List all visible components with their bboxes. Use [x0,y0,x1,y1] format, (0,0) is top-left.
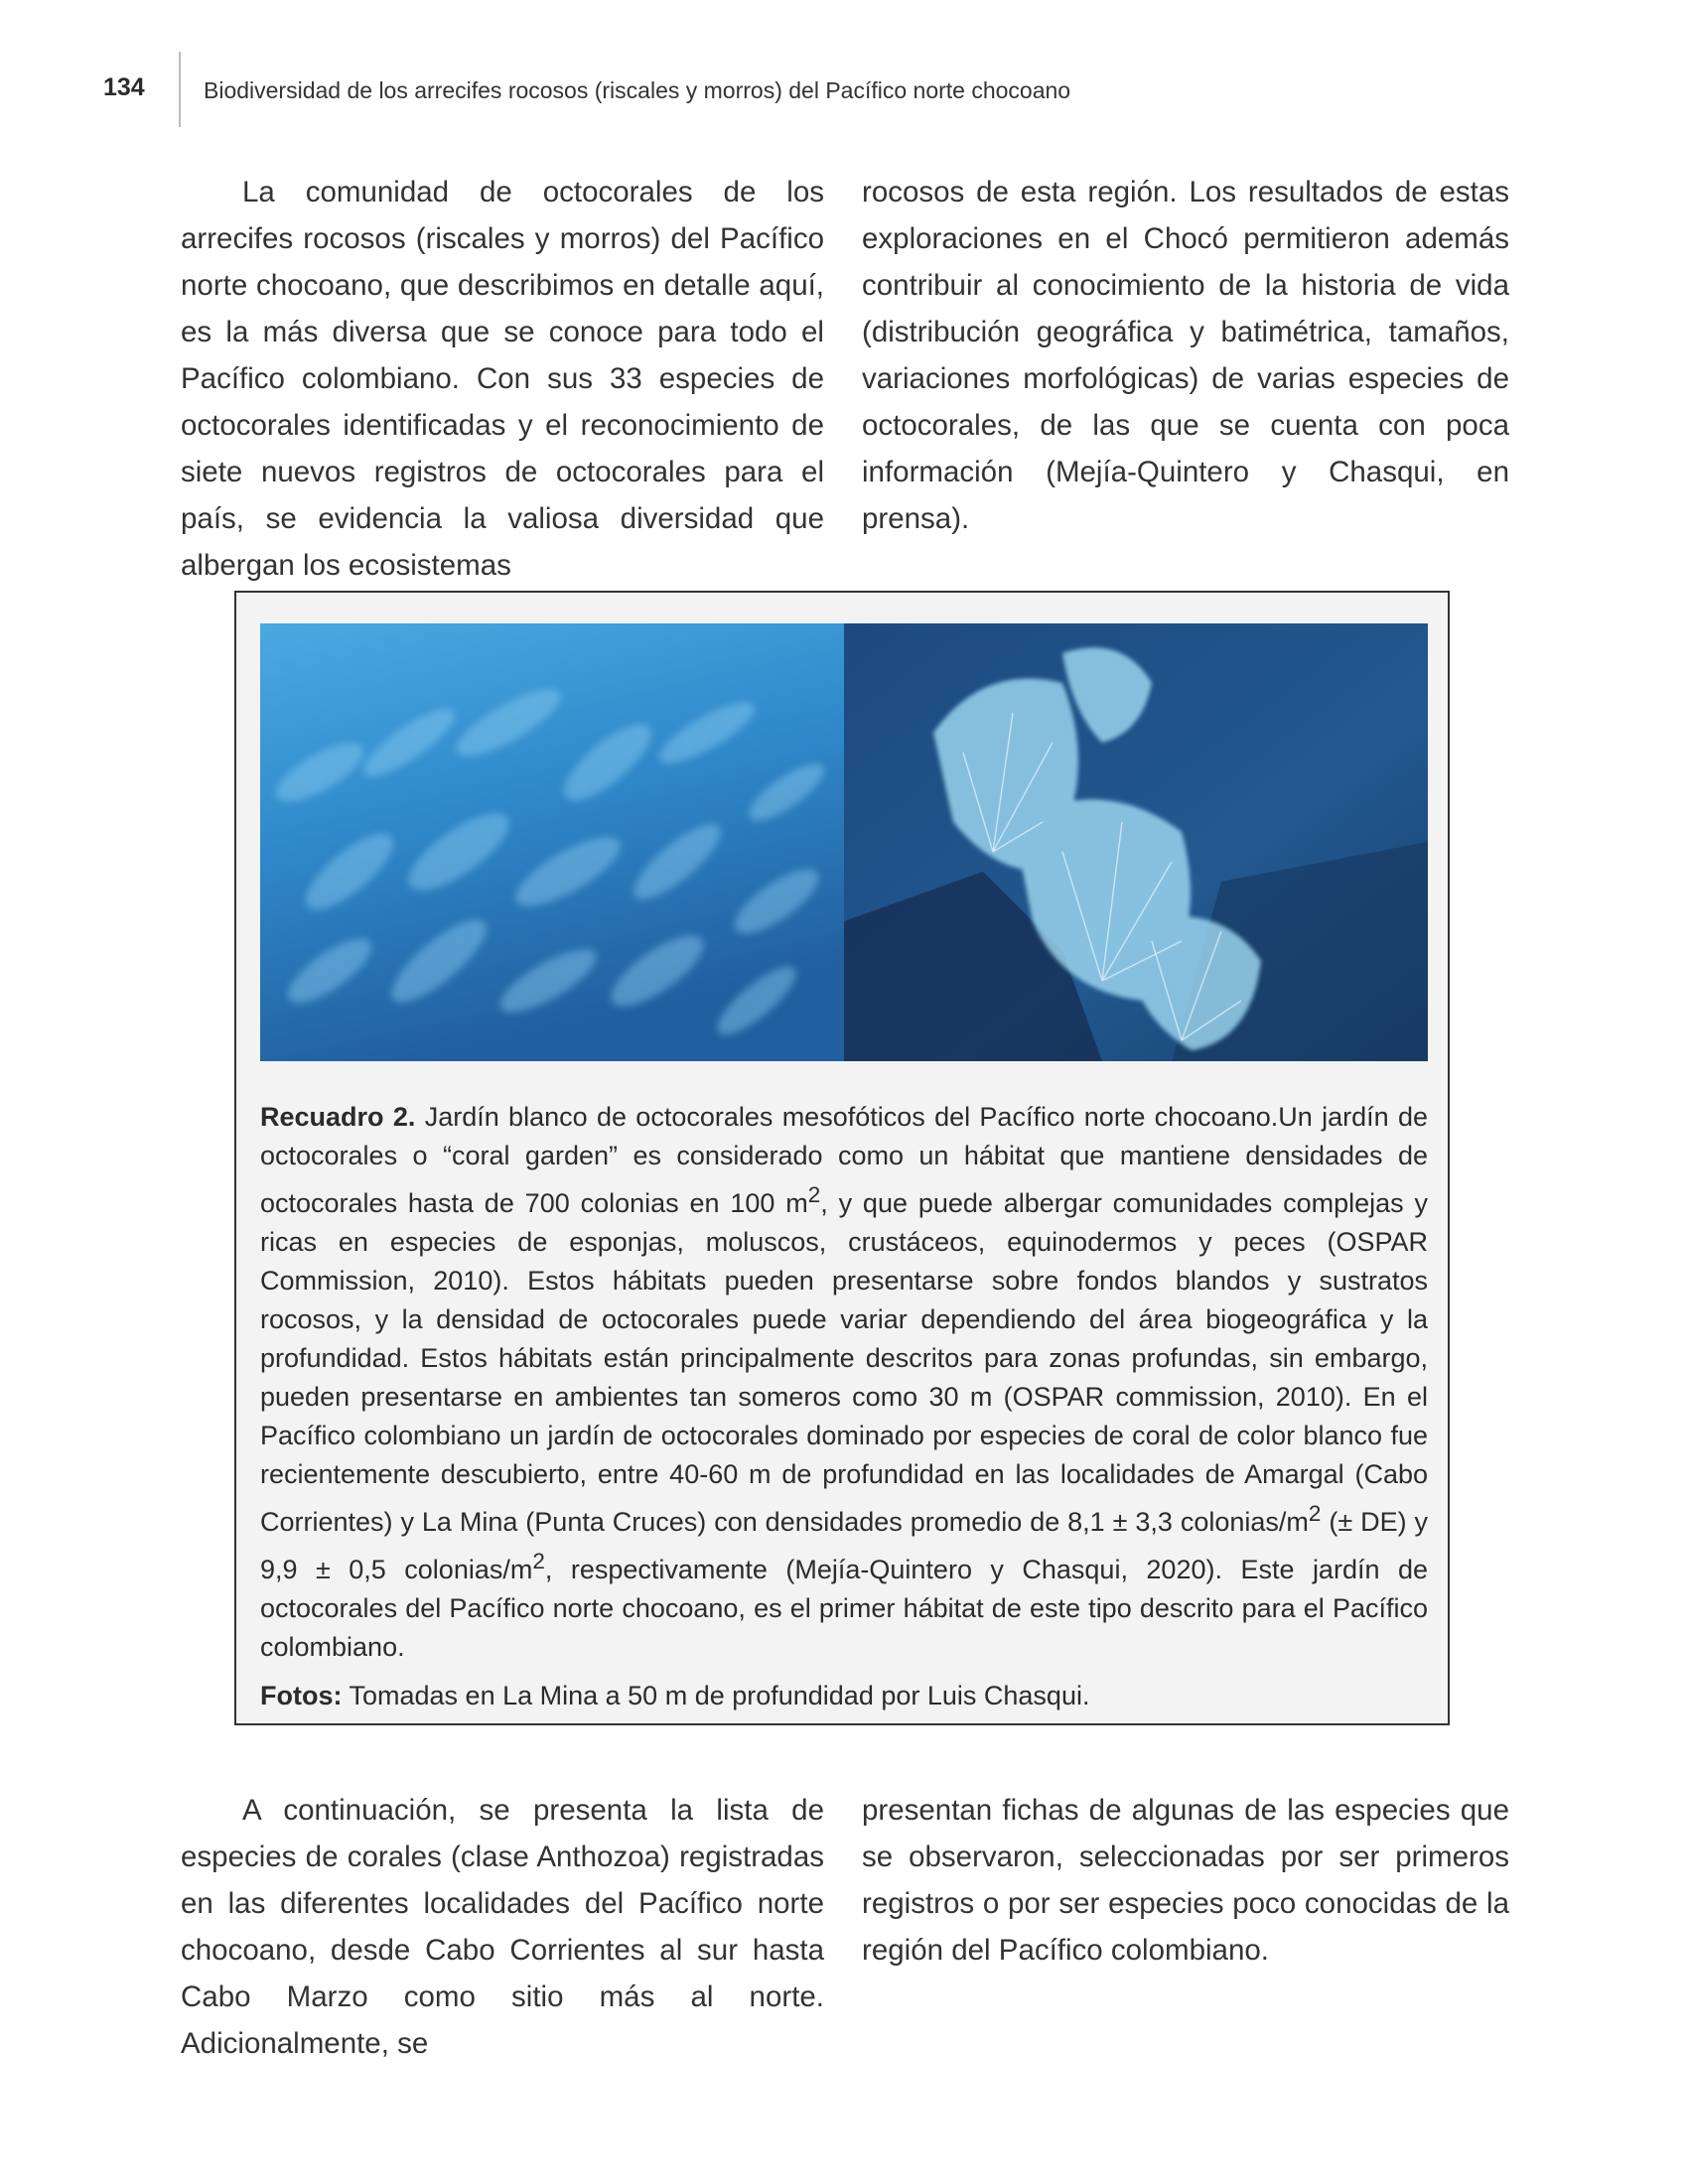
intro-paragraph-right: rocosos de esta región. Los resultados de estas exploraciones en el Chocó permitieron además contribuir al conocimiento de la historia de vida (distribución geográfica y batimétrica, tamaños, variaciones morfológicas) de varias especies de octocorales, de las que se cuenta con poca información (Mejía-Quintero y Chasqui, en prensa). [862,176,1509,535]
header-divider [179,52,181,127]
intro-column-left [181,169,824,589]
recuadro-box [234,591,1450,1725]
caption-text-4: , respectivamente (Mejía-Quintero y Chasqui, 2020). Este jardín de octocorales del Pacífico norte chocoano, es el primer hábitat de este tipo descrito para el Pacífico colombiano. [260,1555,1428,1662]
outro-paragraph-left: A continuación, se presenta la lista de especies de corales (clase Anthozoa) registradas en las diferentes localidades del Pacífico norte chocoano, desde Cabo Corrientes al sur hasta Cabo Marzo como sitio más al norte. Adicionalmente, se [181,1794,824,2060]
photo-credit-text: Tomadas en La Mina a 50 m de profundidad por Luis Chasqui. [342,1681,1090,1710]
page-number: 134 [103,73,145,101]
recuadro-caption [260,1098,1428,1715]
caption-sup-3: 2 [532,1549,545,1573]
photo-credit [260,1677,1428,1715]
caption-paragraph [260,1098,1428,1667]
running-title: Biodiversidad de los arrecifes rocosos (riscales y morros) del Pacífico norte chocoano [204,77,1071,103]
outro-column-left [181,1787,824,2067]
intro-column-right [862,169,1509,542]
caption-text-3: (± DE) y 9,9 ± 0,5 colonias/m [260,1507,1428,1584]
caption-label: Recuadro 2. [260,1102,416,1132]
photo-credit-label: Fotos: [260,1681,343,1710]
outro-column-right [862,1787,1509,1974]
caption-sup-2: 2 [1308,1501,1322,1526]
caption-text-1: Jardín blanco de octocorales mesofóticos del Pacífico norte chocoano.Un jardín de octocorales o “coral garden” es considerado como un hábitat que mantiene densidades de octocorales hasta de 700 colonias en 100 m [260,1102,1428,1218]
caption-text-2: , y que puede albergar comunidades complejas y ricas en especies de esponjas, moluscos, crustáceos, equinodermos y peces (OSPAR Commission, 2010). Estos hábitats pueden presentarse sobre fondos blandos y sustratos rocosos, y la densidad de octocorales puede variar dependiendo del área biogeográfica y la profundidad. Estos hábitats están principalmente descritos para zonas profundas, sin embargo, pueden presentarse en ambientes tan someros como 30 m (OSPAR commission, 2010). En el Pacífico colombiano un jardín de octocorales dominado por especies de coral de color blanco fue recientemente descubierto, entre 40-60 m de profundidad en las localidades de Amargal (Cabo Corrientes) y La Mina (Punta Cruces) con densidades promedio de 8,1 ± 3,3 colonias/m [260,1188,1428,1537]
outro-paragraph-right: presentan fichas de algunas de las especies que se observaron, seleccionadas por ser primeros registros o por ser especies poco conocidas de la región del Pacífico colombiano. [862,1794,1509,1967]
caption-sup-1: 2 [807,1182,821,1207]
photo-coral-fan-closeup [844,623,1428,1061]
page-header [0,0,1688,129]
photo-coral-garden-wide [260,623,844,1061]
intro-paragraph-left: La comunidad de octocorales de los arrecifes rocosos (riscales y morros) del Pacífico norte chocoano, que describimos en detalle aquí, es la más diversa que se conoce para todo el Pacífico colombiano. Con sus 33 especies de octocorales identificadas y el reconocimiento de siete nuevos registros de octocorales para el país, se evidencia la valiosa diversidad que albergan los ecosistemas [181,176,824,582]
